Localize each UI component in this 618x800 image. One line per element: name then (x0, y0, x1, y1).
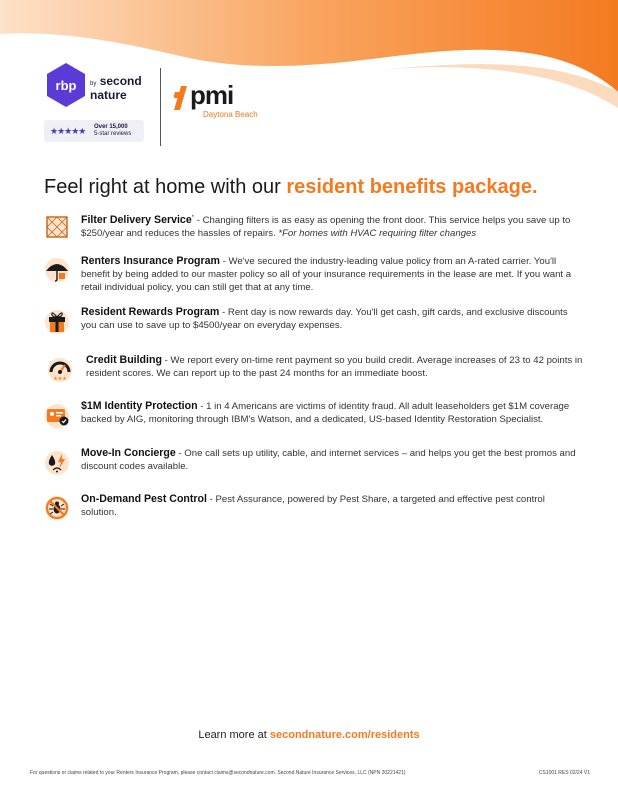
benefit-title: Move-In Concierge (81, 447, 176, 459)
second-label: second (99, 74, 142, 88)
benefit-title: $1M Identity Protection (81, 400, 198, 412)
benefit-title: On-Demand Pest Control (81, 493, 207, 505)
benefit-body: - We've secured the industry-leading value policy from an A-rated carrier. You'll benefit by being added to our master policy so all of your insurance requirements in the lease are met. If you want a retail individual policy, you can still get that at any time. (81, 256, 572, 293)
benefit-body: - Changing filters is as easy as opening the front door. This service helps you save up to $250/year and reduces the hassles of repairs. (81, 215, 571, 240)
rbp-logo (44, 62, 88, 108)
pmi-logo-text: pmi (190, 80, 234, 110)
second-nature-wordmark (90, 76, 142, 101)
reviews-badge (44, 120, 144, 142)
id-card-icon (44, 402, 70, 428)
benefit-title-mark: * (191, 215, 195, 221)
utilities-icon (44, 449, 70, 475)
pmi-location: Daytona Beach (203, 110, 258, 119)
reviews-count: Over 15,000 (94, 124, 128, 130)
umbrella-icon (44, 257, 70, 283)
benefit-title: Resident Rewards Program (81, 306, 220, 318)
headline-lead: Feel right at home with our (44, 176, 287, 198)
benefit-title: Credit Building (86, 354, 162, 366)
footer-disclaimer: For questions or claims related to your Renters Insurance Program, please contact claims@secondnature.com. Second Nature Insurance Services, LLC (NPN 20221421) (30, 770, 406, 776)
svg-text:★★★: ★★★ (53, 376, 67, 382)
star-rating: ★★★★★ (50, 126, 86, 136)
pmi-logo-mark (174, 86, 188, 110)
headline-highlight: resident benefits package. (286, 176, 538, 198)
nature-label: nature (90, 88, 127, 102)
residents-link[interactable]: secondnature.com/residents (269, 729, 420, 741)
benefit-body: - We report every on-time rent payment so you build credit. Average increases of 23 to 42 points in resident scores. We can report up to the past 24 months for an immediate boost. (86, 355, 583, 379)
filter-icon (44, 214, 70, 240)
benefit-body: - Rent day is now rewards day. You'll get cash, gift cards, and exclusive discounts you can use to save up to $4500/year on everyday expenses. (81, 307, 568, 331)
logo-divider (160, 68, 161, 146)
gauge-icon (47, 356, 73, 382)
by-label: by (90, 81, 97, 87)
gift-icon (44, 308, 70, 334)
learn-more-lead: Learn more at (198, 729, 270, 741)
benefit-body: - One call sets up utility, cable, and internet services – and helps you get the best promos and discount codes available. (81, 448, 576, 472)
benefit-body: - Pest Assurance, powered by Pest Share, a targeted and effective pest control solution. (81, 494, 545, 518)
document-code: CS1001 RES 02/24 V1 (538, 770, 590, 776)
benefit-title: Renters Insurance Program (81, 255, 220, 267)
benefit-note: *For homes with HVAC requiring filter changes (275, 228, 477, 240)
learn-more-line (0, 729, 618, 741)
benefit-body: - 1 in 4 Americans are victims of identity fraud. All adult leaseholders get $1M coverage backed by AIG, monitoring through IBM's Watson, and a dedicated, US-based Identity Restoration Specialist. (81, 401, 570, 425)
benefit-title: Filter Delivery Service (81, 214, 192, 227)
page-headline (44, 176, 538, 199)
rbp-logo-text: rbp (55, 78, 77, 93)
reviews-caption: 5-star reviews (94, 131, 132, 137)
no-bug-icon (44, 495, 70, 521)
